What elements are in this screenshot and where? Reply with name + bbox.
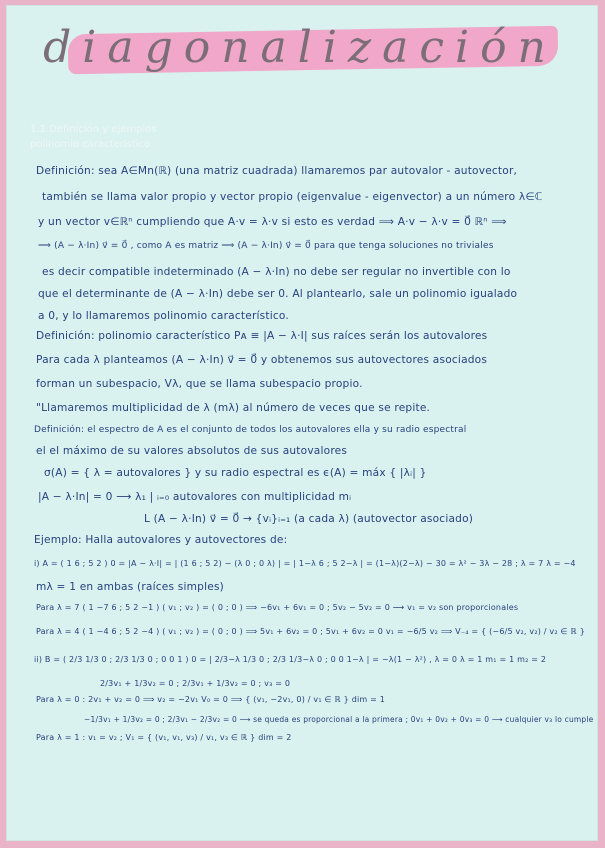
text-line: que el determinante de (A − λ·In) debe ser 0. Al plantearlo, sale un polinomio igualado xyxy=(38,288,518,300)
page-title: diagonalización xyxy=(43,22,557,73)
text-line: ii) B = ( 2/3 1/3 0 ; 2/3 1/3 0 ; 0 0 1 ) 0 = | 2/3−λ 1/3 0 ; 2/3 1/3−λ 0 ; 0 0 1−λ | = −λ(1 − λ²) , λ = 0 λ = 1 m₁ = 1 m₂ = 2 xyxy=(34,655,547,664)
text-line: Para λ = 0 : 2v₁ + v₂ = 0 ⟹ v₂ = −2v₁ V₀ = 0 ⟹ { (v₁, −2v₁, 0) / v₁ ∈ ℝ } dim = 1 xyxy=(36,695,386,704)
text-line: i) A = ( 1 6 ; 5 2 ) 0 = |A − λ·I| = | (1 6 ; 5 2) − (λ 0 ; 0 λ) | = | 1−λ 6 ; 5 2−λ | = (1−λ)(2−λ) − 30 = λ² − 3λ − 28 ; λ = 7 λ = −4 xyxy=(34,559,576,568)
text-line: Para λ = 7 ( 1 −7 6 ; 5 2 −1 ) ( v₁ ; v₂ ) = ( 0 ; 0 ) ⟹ −6v₁ + 6v₁ = 0 ; 5v₂ − 5v₂ = 0 ⟶ v₁ = v₂ son proporcionales xyxy=(36,603,519,612)
text-line: Para λ = 4 ( 1 −4 6 ; 5 2 −4 ) ( v₁ ; v₂ ) = ( 0 ; 0 ) ⟹ 5v₁ + 6v₂ = 0 ; 5v₁ + 6v₂ = 0 v₁ = −6/5 v₂ ⟹ V₋₄ = { (−6/5 v₂, v₂) / v₂ ∈ ℝ } xyxy=(36,627,585,636)
section-subtitle xyxy=(30,122,270,152)
text-line: Para λ = 1 : v₁ = v₂ ; V₁ = { (v₁, v₁, v₃) / v₁, v₃ ∈ ℝ } dim = 2 xyxy=(36,733,292,742)
text-line: −1/3v₁ + 1/3v₂ = 0 ; 2/3v₁ − 2/3v₂ = 0 ⟶ se queda es proporcional a la primera ; 0v₁ + 0v₂ + 0v₃ = 0 ⟶ cualquier v₃ lo cumple xyxy=(84,715,594,724)
text-line: el el máximo de su valores absolutos de sus autovalores xyxy=(36,445,348,457)
text-line: y un vector v∈ℝⁿ cumpliendo que A·v = λ·v si esto es verdad ⟹ A·v − λ·v = 0⃗ ℝⁿ ⟹ xyxy=(38,216,507,228)
subtitle-line-2: polinomio característico xyxy=(30,139,151,150)
subtitle-line-1: 1.1 Definición y ejemplos xyxy=(30,124,157,135)
text-line: "Llamaremos multiplicidad de λ (mλ) al número de veces que se repite. xyxy=(36,402,431,414)
text-line: Ejemplo: Halla autovalores y autovectores de: xyxy=(34,534,288,546)
text-line: 2/3v₁ + 1/3v₂ = 0 ; 2/3v₁ + 1/3v₂ = 0 ; v₃ = 0 xyxy=(100,679,291,688)
text-line: |A − λ·In| = 0 ⟶ λ₁ | ᵢ₌₀ autovalores con multiplicidad mᵢ xyxy=(38,491,352,503)
text-line: L (A − λ·In) v⃗ = 0⃗ → {vᵢ}ᵢ₌₁ (a cada λ) (autovector asociado) xyxy=(144,513,474,525)
text-line: Definición: polinomio característico Pᴀ ≡ |A − λ·I| sus raíces serán los autovalores xyxy=(36,330,488,342)
text-line: σ(A) = { λ = autovalores } y su radio espectral es ϵ(A) = máx { |λᵢ| } xyxy=(44,467,427,479)
text-line: también se llama valor propio y vector propio (eigenvalue - eigenvector) a un número λ∈ℂ xyxy=(42,191,543,203)
text-line: Definición: el espectro de A es el conjunto de todos los autovalores ella y su radio espectral xyxy=(34,425,467,435)
text-line: Definición: sea A∈Mn(ℝ) (una matriz cuadrada) llamaremos par autovalor - autovector, xyxy=(36,165,518,177)
text-line: Para cada λ planteamos (A − λ·In) v⃗ = 0⃗ y obtenemos sus autovectores asociados xyxy=(36,354,488,366)
text-line: es decir compatible indeterminado (A − λ·In) no debe ser regular no invertible con lo xyxy=(42,266,511,278)
title-block xyxy=(30,18,570,80)
text-line: ⟹ (A − λ·In) v⃗ = 0⃗ , como A es matriz ⟹ (A − λ·In) v⃗ = 0⃗ para que tenga soluciones no triviales xyxy=(38,241,494,251)
text-line: mλ = 1 en ambas (raíces simples) xyxy=(36,581,224,593)
text-line: forman un subespacio, Vλ, que se llama subespacio propio. xyxy=(36,378,363,390)
text-line: a 0, y lo llamaremos polinomio característico. xyxy=(38,310,289,322)
